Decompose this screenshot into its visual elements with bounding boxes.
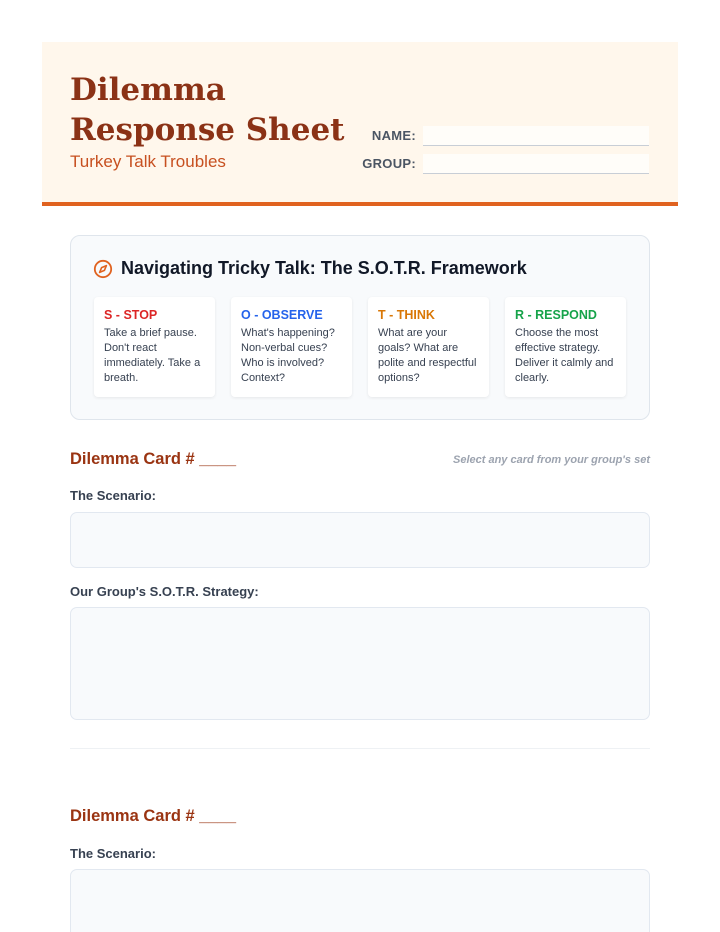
strategy-label: Our Group's S.O.T.R. Strategy: xyxy=(70,584,259,599)
page-subtitle: Turkey Talk Troubles xyxy=(70,152,226,171)
dilemma-card-heading: Dilemma Card # ____ xyxy=(70,450,237,468)
step-title: S - STOP xyxy=(104,308,158,322)
name-field[interactable] xyxy=(423,126,649,146)
compass-icon xyxy=(93,259,113,279)
scenario-input[interactable] xyxy=(70,512,650,568)
step-description: Take a brief pause. Don't react immediately. Take a breath. xyxy=(104,327,201,384)
step-card-respond xyxy=(505,297,626,397)
step-description: Choose the most effective strategy. Deliver it calmly and clearly. xyxy=(515,327,614,384)
group-field[interactable] xyxy=(423,154,649,174)
section-divider xyxy=(70,748,650,749)
step-title: O - OBSERVE xyxy=(241,308,323,322)
group-label: GROUP: xyxy=(362,156,416,171)
header-divider xyxy=(42,202,678,206)
step-card-think xyxy=(368,297,489,397)
step-description: What are your goals? What are polite and respectful options? xyxy=(378,327,477,384)
framework-heading: Navigating Tricky Talk: The S.O.T.R. Framework xyxy=(121,258,527,278)
strategy-input[interactable] xyxy=(70,607,650,720)
step-title: R - RESPOND xyxy=(515,308,597,322)
name-label: NAME: xyxy=(371,128,416,143)
card-hint: Select any card from your group's set xyxy=(452,454,650,466)
dilemma-card-heading: Dilemma Card # ____ xyxy=(70,807,237,825)
page-title: Dilemma Response Sheet xyxy=(70,72,345,148)
step-title: T - THINK xyxy=(378,308,435,322)
step-card-stop xyxy=(94,297,215,397)
step-card-observe xyxy=(231,297,352,397)
step-description: What's happening? Non-verbal cues? Who is involved? Context? xyxy=(241,327,335,384)
scenario-input[interactable] xyxy=(70,869,650,932)
scenario-label: The Scenario: xyxy=(70,488,156,503)
scenario-label: The Scenario: xyxy=(70,846,156,861)
